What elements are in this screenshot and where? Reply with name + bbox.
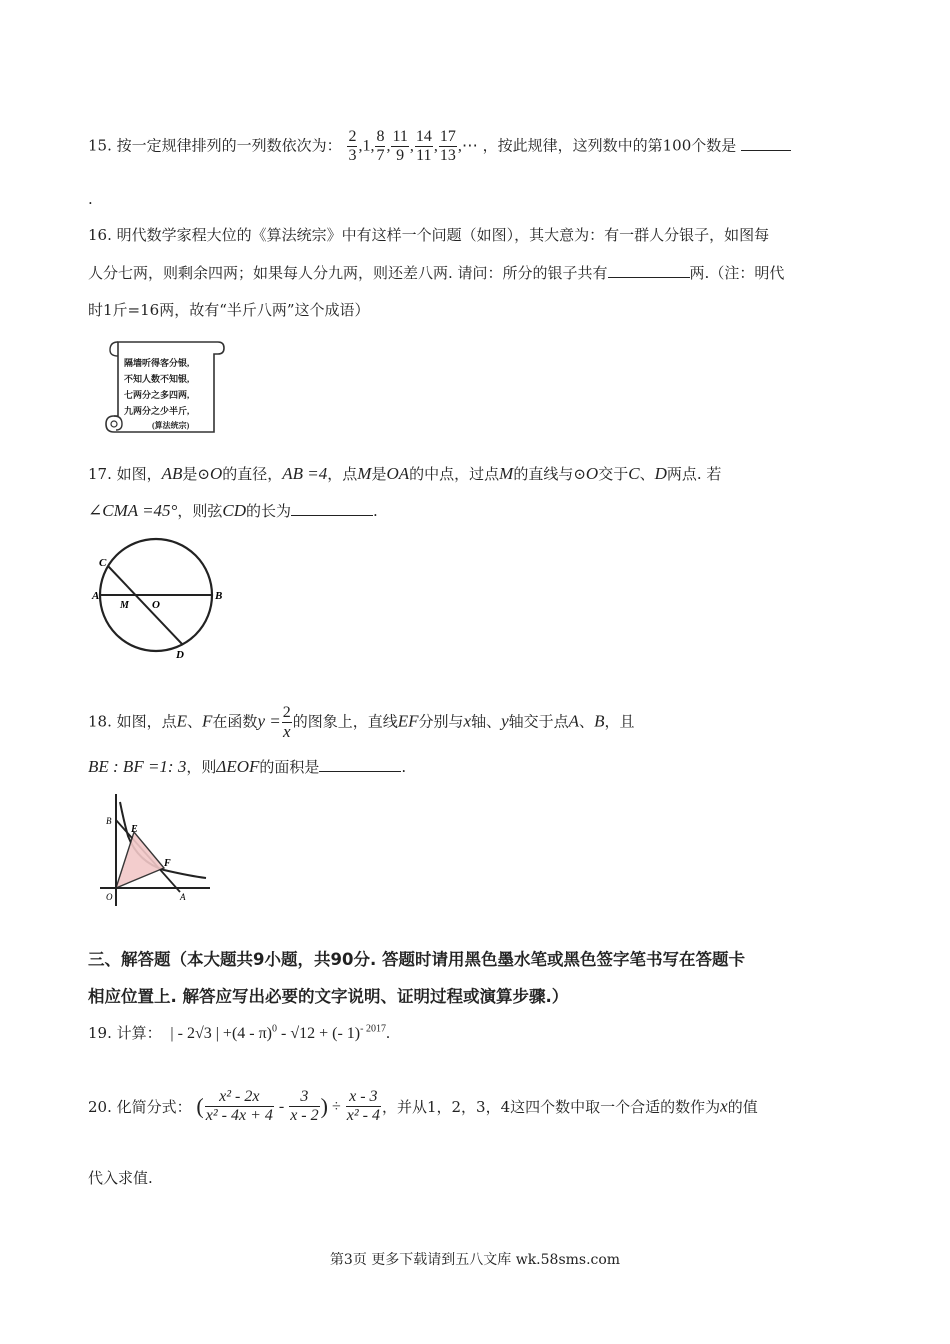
q19-label: 19. 计算： <box>88 1024 162 1042</box>
scroll-figure <box>100 336 226 440</box>
q18-line2: BE : BF =1: 3，则ΔEOF的面积是 . <box>88 757 407 776</box>
fig18-label-b: B <box>106 816 112 826</box>
q15-frac-0: $\frac{2}{3}$ <box>348 128 357 164</box>
q15-ellipsis: ,⋯ <box>457 137 478 155</box>
fig17-label-c: C <box>99 557 107 569</box>
q20-frac-2: $\frac{3}{x - 2}$ <box>290 1088 319 1124</box>
q15-line: 15. 按一定规律排列的一列数依次为： $\frac{2}{3}$ ,1, $\frac{8}{7}$ , $\frac{11}{9}$ , $\frac{14}{11}$ , $\frac{17}{13}$ ,⋯ ，按此规律，这列数中的第100个数是 <box>88 128 791 165</box>
q15-lead: 按一定规律排列的一列数依次为： <box>116 136 342 155</box>
q19-expression: | - 2√3 | +(4 - π)$^0$ - √12 + (- 1)$^{- 2017}$. <box>170 1023 390 1042</box>
q18-fn-frac: $\frac{2}{x}$ <box>282 704 291 741</box>
fig17-label-b: B <box>215 590 223 602</box>
q20-frac-1: $\frac{\text{x² - 2x}}{\text{x² - 4x + 4}}$ <box>205 1088 273 1124</box>
scroll-line-4: 九两分之少半斤, <box>124 406 190 416</box>
fig17-label-m: M <box>120 600 129 611</box>
q20-label: 20. 化简分式： <box>88 1098 192 1116</box>
fig17-label-o: O <box>152 599 160 611</box>
section3-heading-line2: 相应位置上. 解答应写出必要的文字说明、证明过程或演算步骤.） <box>88 987 569 1006</box>
page-footer: 第3页 更多下载请到五八文库 wk.58sms.com <box>329 1252 621 1268</box>
q16-answer-blank[interactable] <box>608 263 690 278</box>
q15-frac-1: $\frac{8}{7}$ <box>376 128 385 164</box>
q16-line2: 人分七两，则剩余四两；如果每人分九两，则还差八两. 请问：所分的银子共有 两.（注：明代 <box>88 264 785 282</box>
q15-tail: ，按此规律，这列数中的第100个数是 <box>482 136 737 155</box>
section3-heading-line1: 三、解答题（本大题共9小题，共90分. 答题时请用黑色墨水笔或黑色签字笔书写在答题卡 <box>88 950 745 969</box>
fig17-label-d: D <box>176 649 184 661</box>
q15-answer-blank[interactable] <box>741 136 791 151</box>
fig18-label-a: A <box>180 892 186 902</box>
q18-answer-blank[interactable] <box>319 757 401 772</box>
scroll-line-2: 不知人数不知银, <box>124 374 190 384</box>
q20-line: 20. 化简分式： ( $\frac{\text{x² - 2x}}{\text{x² - 4x + 4}}$ - $\frac{3}{x - 2}$ ) ÷ $\frac{x - 3}{\text{x² - 4}}$ ，并从1，2，3，4这四个数中取一个合适的数作为x的值 <box>88 1088 758 1124</box>
q17-line1: 17. 如图，AB是⊙O的直径，AB =4，点M是OA的中点，过点M的直线与⊙O交于C、D两点. 若 <box>88 464 722 483</box>
q20-frac-3: $\frac{x - 3}{\text{x² - 4}}$ <box>346 1088 380 1124</box>
q15-frac-3: $\frac{14}{11}$ <box>415 128 432 164</box>
fig18-label-f: F <box>164 858 171 869</box>
q19-line <box>88 1022 390 1043</box>
q15-frac-4: $\frac{17}{13}$ <box>439 128 456 164</box>
q20-line2: 代入求值. <box>88 1169 153 1187</box>
q16-line3: 时1斤=16两，故有“半斤八两”这个成语） <box>88 301 370 319</box>
q18-line1: 18. 如图，点E、F在函数y = $\frac{2}{x}$ 的图象上，直线EF分别与x轴、y轴交于点A、B，且 <box>88 704 635 741</box>
scroll-line-1: 隔墙听得客分银, <box>124 358 190 368</box>
q17-answer-blank[interactable] <box>291 501 373 516</box>
q16-line1: 16. 明代数学家程大位的《算法统宗》中有这样一个问题（如图），其大意为：有一群人分银子，如图每 <box>88 226 770 244</box>
q15-one: 1 <box>362 137 371 155</box>
q15-end: . <box>88 190 93 208</box>
scroll-source: (算法统宗) <box>152 421 190 430</box>
hyperbola-figure <box>94 792 214 912</box>
fig18-label-o: O <box>106 892 113 902</box>
scroll-line-3: 七两分之多四两, <box>124 390 190 400</box>
q15-number: 15. <box>88 136 112 155</box>
circle-figure <box>90 536 230 662</box>
fig17-label-a: A <box>92 590 100 602</box>
q15-frac-2: $\frac{11}{9}$ <box>392 128 408 164</box>
fig18-label-e: E <box>131 824 138 835</box>
q17-line2: ∠CMA =45°，则弦CD的长为 . <box>88 501 378 520</box>
